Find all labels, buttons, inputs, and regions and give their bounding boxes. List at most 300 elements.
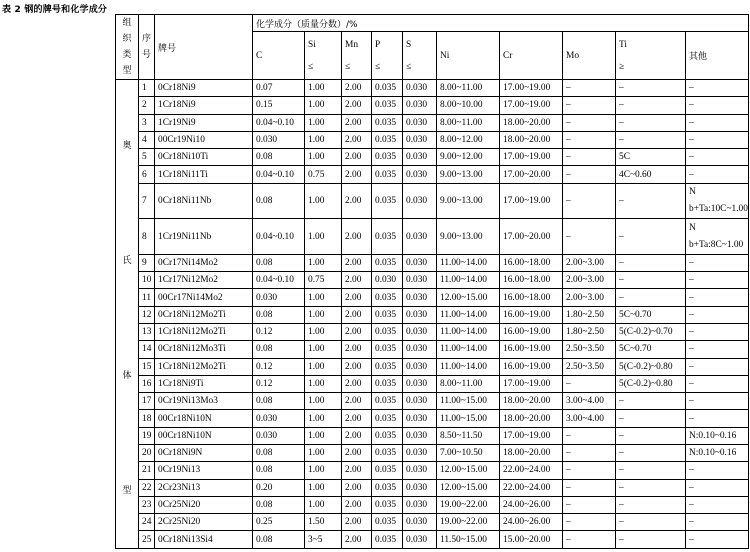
cell-index: 18 — [139, 410, 155, 427]
table-row — [116, 183, 749, 219]
cell-si: 0.75 — [305, 272, 342, 289]
cell-other: – — [686, 254, 749, 271]
cell-s: 0.030 — [403, 358, 437, 375]
header-mn — [342, 32, 372, 80]
cell-ni: 8.50~11.50 — [437, 427, 500, 444]
cell-other: – — [686, 462, 749, 479]
cell-ti: – — [616, 80, 686, 97]
cell-s: 0.030 — [403, 306, 437, 323]
table-row — [116, 427, 749, 444]
cell-index: 20 — [139, 444, 155, 461]
cell-mo: 3.00~4.00 — [563, 410, 616, 427]
cell-ni: 11.00~15.00 — [437, 410, 500, 427]
cell-ti: 5C — [616, 149, 686, 166]
cell-p: 0.035 — [372, 462, 403, 479]
header-s-symbol: S — [406, 39, 412, 50]
cell-c: 0.030 — [253, 410, 305, 427]
cell-index: 15 — [139, 358, 155, 375]
cell-mn: 2.00 — [342, 531, 372, 549]
header-ti-condition: ≥ — [619, 61, 625, 72]
table-row — [116, 393, 749, 410]
cell-ti: – — [616, 410, 686, 427]
cell-ni: 11.00~14.00 — [437, 272, 500, 289]
cell-grade: 0Cr19Ni13 — [155, 462, 253, 479]
cell-si: 1.00 — [305, 97, 342, 114]
cell-index: 2 — [139, 97, 155, 114]
cell-p: 0.035 — [372, 358, 403, 375]
cell-p: 0.035 — [372, 531, 403, 549]
cell-grade: 0Cr18Ni12Mo3Ti — [155, 341, 253, 358]
cell-other-line2: b+Ta:8C~1.00 — [689, 239, 744, 250]
cell-ti: – — [616, 254, 686, 271]
cell-c: 0.08 — [253, 183, 305, 219]
cell-index: 5 — [139, 149, 155, 166]
cell-cr: 16.00~19.00 — [500, 306, 563, 323]
cell-other: N:0.10~0.16 — [686, 427, 749, 444]
cell-mn: 2.00 — [342, 114, 372, 131]
cell-ni: 11.00~14.00 — [437, 324, 500, 341]
cell-cr: 16.00~18.00 — [500, 254, 563, 271]
table-row — [116, 80, 749, 97]
table-row — [116, 254, 749, 271]
cell-mn: 2.00 — [342, 183, 372, 219]
table-row — [116, 166, 749, 183]
cell-other: – — [686, 393, 749, 410]
header-si-symbol: Si — [308, 39, 316, 50]
cell-si: 1.00 — [305, 219, 342, 255]
cell-s: 0.030 — [403, 219, 437, 255]
cell-c: 0.07 — [253, 80, 305, 97]
cell-c: 0.08 — [253, 496, 305, 513]
cell-ti: 5(C-0.2)~0.80 — [616, 358, 686, 375]
header-mn-symbol: Mn — [345, 39, 359, 50]
cell-mo: – — [563, 479, 616, 496]
header-p-symbol: P — [375, 39, 381, 50]
cell-grade: 0Cr18Ni9N — [155, 444, 253, 461]
cell-p: 0.035 — [372, 183, 403, 219]
cell-s: 0.030 — [403, 289, 437, 306]
cell-cr: 22.00~24.00 — [500, 462, 563, 479]
cell-ni: 11.00~15.00 — [437, 393, 500, 410]
cell-cr: 17.00~19.00 — [500, 149, 563, 166]
cell-cr: 18.00~20.00 — [500, 393, 563, 410]
cell-index: 10 — [139, 272, 155, 289]
cell-c: 0.030 — [253, 289, 305, 306]
cell-ti: – — [616, 479, 686, 496]
cell-mn: 2.00 — [342, 324, 372, 341]
cell-cr: 17.00~19.00 — [500, 97, 563, 114]
cell-other: – — [686, 306, 749, 323]
table-row — [116, 114, 749, 131]
cell-s: 0.030 — [403, 166, 437, 183]
cell-mn: 2.00 — [342, 358, 372, 375]
cell-si: 1.00 — [305, 341, 342, 358]
table-row — [116, 219, 749, 255]
cell-index: 13 — [139, 324, 155, 341]
header-mn-condition: ≤ — [345, 61, 351, 72]
table-row — [116, 341, 749, 358]
cell-ni: 7.00~10.50 — [437, 444, 500, 461]
cell-mn: 2.00 — [342, 410, 372, 427]
cell-c: 0.08 — [253, 393, 305, 410]
cell-grade: 1Cr17Ni12Mo2 — [155, 272, 253, 289]
cell-c: 0.04~0.10 — [253, 114, 305, 131]
header-composition: 化学成分（质量分数）/% — [253, 15, 749, 32]
cell-mo: – — [563, 219, 616, 255]
cell-c: 0.030 — [253, 427, 305, 444]
cell-cr: 17.00~19.00 — [500, 375, 563, 392]
header-group-char: 类 — [122, 50, 132, 60]
cell-mn: 2.00 — [342, 254, 372, 271]
cell-s: 0.030 — [403, 531, 437, 549]
cell-mo: – — [563, 514, 616, 531]
cell-cr: 18.00~20.00 — [500, 131, 563, 148]
cell-other: – — [686, 514, 749, 531]
header-group-char: 织 — [122, 34, 132, 44]
cell-mn: 2.00 — [342, 444, 372, 461]
cell-ti: – — [616, 496, 686, 513]
cell-cr: 24.00~26.00 — [500, 496, 563, 513]
cell-mo: – — [563, 131, 616, 148]
cell-index: 14 — [139, 341, 155, 358]
cell-ni: 8.00~12.00 — [437, 131, 500, 148]
cell-ti: – — [616, 131, 686, 148]
cell-ti: – — [616, 114, 686, 131]
cell-s: 0.030 — [403, 479, 437, 496]
cell-s: 0.030 — [403, 410, 437, 427]
cell-mn: 2.00 — [342, 462, 372, 479]
cell-index: 1 — [139, 80, 155, 97]
cell-mo: – — [563, 444, 616, 461]
cell-p: 0.030 — [372, 272, 403, 289]
cell-ti: – — [616, 219, 686, 255]
cell-c: 0.08 — [253, 444, 305, 461]
cell-other: – — [686, 324, 749, 341]
cell-ni: 8.00~11.00 — [437, 80, 500, 97]
table-row — [116, 306, 749, 323]
cell-s: 0.030 — [403, 131, 437, 148]
cell-c: 0.15 — [253, 97, 305, 114]
cell-cr: 16.00~18.00 — [500, 272, 563, 289]
cell-mo: – — [563, 427, 616, 444]
cell-mn: 2.00 — [342, 496, 372, 513]
cell-index: 19 — [139, 427, 155, 444]
cell-other: – — [686, 272, 749, 289]
cell-ni: 11.00~14.00 — [437, 254, 500, 271]
cell-mo: 3.00~4.00 — [563, 393, 616, 410]
cell-ti: 5C~0.70 — [616, 306, 686, 323]
cell-grade: 00Cr18Ni10N — [155, 427, 253, 444]
cell-mn: 2.00 — [342, 219, 372, 255]
cell-mo: – — [563, 531, 616, 549]
table-caption: 表 2 钢的牌号和化学成分 — [2, 5, 108, 15]
header-index-char: 号 — [141, 50, 151, 60]
cell-cr: 18.00~20.00 — [500, 444, 563, 461]
cell-mn: 2.00 — [342, 393, 372, 410]
cell-grade: 1Cr18Ni9 — [155, 97, 253, 114]
cell-s: 0.030 — [403, 444, 437, 461]
cell-mn: 2.00 — [342, 97, 372, 114]
cell-s: 0.030 — [403, 393, 437, 410]
cell-si: 1.00 — [305, 410, 342, 427]
cell-mo: – — [563, 166, 616, 183]
cell-cr: 24.00~26.00 — [500, 514, 563, 531]
cell-p: 0.035 — [372, 393, 403, 410]
cell-other: – — [686, 131, 749, 148]
cell-si: 1.50 — [305, 514, 342, 531]
cell-index: 21 — [139, 462, 155, 479]
cell-grade: 0Cr25Ni20 — [155, 496, 253, 513]
header-si — [305, 32, 342, 80]
cell-ni: 9.00~13.00 — [437, 183, 500, 219]
cell-ni: 12.00~15.00 — [437, 479, 500, 496]
header-p — [372, 32, 403, 80]
cell-grade: 0Cr18Ni11Nb — [155, 183, 253, 219]
table-body — [116, 80, 749, 549]
cell-index: 4 — [139, 131, 155, 148]
header-cr: Cr — [500, 32, 563, 80]
group-label-char: 奥 — [122, 140, 132, 151]
cell-mo: – — [563, 97, 616, 114]
header-ni: Ni — [437, 32, 500, 80]
cell-si: 1.00 — [305, 289, 342, 306]
cell-mo: – — [563, 375, 616, 392]
cell-s: 0.030 — [403, 272, 437, 289]
cell-grade: 1Cr18Ni12Mo2Ti — [155, 358, 253, 375]
cell-cr: 17.00~20.00 — [500, 219, 563, 255]
cell-s: 0.030 — [403, 183, 437, 219]
cell-s: 0.030 — [403, 514, 437, 531]
table-row — [116, 444, 749, 461]
cell-grade: 2Cr25Ni20 — [155, 514, 253, 531]
cell-c: 0.25 — [253, 514, 305, 531]
cell-si: 1.00 — [305, 306, 342, 323]
cell-mo: 2.00~3.00 — [563, 272, 616, 289]
table-row — [116, 289, 749, 306]
header-c: C — [253, 32, 305, 80]
cell-cr: 17.00~19.00 — [500, 183, 563, 219]
cell-grade: 0Cr18Ni10Ti — [155, 149, 253, 166]
cell-other: – — [686, 496, 749, 513]
group-label-austenitic — [116, 80, 139, 549]
cell-si: 1.00 — [305, 427, 342, 444]
cell-c: 0.04~0.10 — [253, 219, 305, 255]
cell-other: N:0.10~0.16 — [686, 444, 749, 461]
cell-si: 1.00 — [305, 358, 342, 375]
cell-mn: 2.00 — [342, 149, 372, 166]
cell-c: 0.030 — [253, 131, 305, 148]
cell-index: 9 — [139, 254, 155, 271]
cell-cr: 18.00~20.00 — [500, 114, 563, 131]
header-ti — [616, 32, 686, 80]
cell-index: 25 — [139, 531, 155, 549]
cell-ti: – — [616, 272, 686, 289]
cell-p: 0.035 — [372, 80, 403, 97]
cell-p: 0.035 — [372, 149, 403, 166]
group-label-char: 氏 — [122, 255, 132, 266]
cell-c: 0.12 — [253, 375, 305, 392]
table-row — [116, 131, 749, 148]
group-label-char: 体 — [122, 370, 132, 381]
cell-other: – — [686, 166, 749, 183]
cell-cr: 22.00~24.00 — [500, 479, 563, 496]
cell-ni: 8.00~11.00 — [437, 375, 500, 392]
table-row — [116, 324, 749, 341]
cell-other: – — [686, 289, 749, 306]
cell-other: – — [686, 97, 749, 114]
header-ti-symbol: Ti — [619, 39, 628, 50]
header-index — [139, 15, 155, 80]
cell-cr: 16.00~18.00 — [500, 289, 563, 306]
cell-mn: 2.00 — [342, 166, 372, 183]
cell-ni: 19.00~22.00 — [437, 514, 500, 531]
cell-ti: 5(C-0.2)~0.70 — [616, 324, 686, 341]
table-row — [116, 272, 749, 289]
header-s-condition: ≤ — [406, 61, 412, 72]
cell-mn: 2.00 — [342, 306, 372, 323]
cell-mn: 2.00 — [342, 341, 372, 358]
cell-index: 16 — [139, 375, 155, 392]
cell-si: 1.00 — [305, 496, 342, 513]
header-group-char: 型 — [122, 66, 132, 76]
cell-ni: 8.00~10.00 — [437, 97, 500, 114]
cell-si: 1.00 — [305, 80, 342, 97]
cell-grade: 1Cr19Ni11Nb — [155, 219, 253, 255]
cell-ni: 9.00~12.00 — [437, 149, 500, 166]
cell-mn: 2.00 — [342, 514, 372, 531]
cell-c: 0.20 — [253, 479, 305, 496]
cell-mo: 2.00~3.00 — [563, 254, 616, 271]
cell-ni: 11.00~14.00 — [437, 306, 500, 323]
cell-mo: 2.00~3.00 — [563, 289, 616, 306]
cell-c: 0.04~0.10 — [253, 272, 305, 289]
cell-other: – — [686, 80, 749, 97]
cell-c: 0.08 — [253, 341, 305, 358]
cell-mo: 2.50~3.50 — [563, 358, 616, 375]
table-row — [116, 531, 749, 549]
cell-si: 1.00 — [305, 183, 342, 219]
cell-ni: 12.00~15.00 — [437, 289, 500, 306]
cell-grade: 0Cr18Ni9 — [155, 80, 253, 97]
cell-c: 0.12 — [253, 358, 305, 375]
table-row — [116, 514, 749, 531]
cell-index: 8 — [139, 219, 155, 255]
cell-p: 0.035 — [372, 324, 403, 341]
header-s — [403, 32, 437, 80]
cell-index: 22 — [139, 479, 155, 496]
cell-p: 0.035 — [372, 341, 403, 358]
cell-ti: – — [616, 444, 686, 461]
cell-mn: 2.00 — [342, 131, 372, 148]
cell-grade: 0Cr19Ni13Mo3 — [155, 393, 253, 410]
cell-s: 0.030 — [403, 114, 437, 131]
cell-ni: 8.00~11.00 — [437, 114, 500, 131]
table-row — [116, 149, 749, 166]
cell-cr: 17.00~20.00 — [500, 166, 563, 183]
cell-mn: 2.00 — [342, 479, 372, 496]
cell-mn: 2.00 — [342, 427, 372, 444]
cell-mn: 2.00 — [342, 272, 372, 289]
header-group — [116, 15, 139, 80]
cell-grade: 00Cr19Ni10 — [155, 131, 253, 148]
cell-grade: 0Cr18Ni12Mo2Ti — [155, 306, 253, 323]
cell-s: 0.030 — [403, 149, 437, 166]
cell-c: 0.12 — [253, 324, 305, 341]
header-grade: 牌号 — [155, 15, 253, 80]
cell-grade: 00Cr18Ni10N — [155, 410, 253, 427]
cell-si: 3~5 — [305, 531, 342, 549]
cell-grade: 1Cr18Ni9Ti — [155, 375, 253, 392]
cell-mo: 2.50~3.50 — [563, 341, 616, 358]
cell-c: 0.04~0.10 — [253, 166, 305, 183]
steel-composition-table — [115, 14, 749, 549]
cell-s: 0.030 — [403, 427, 437, 444]
cell-ti: 5(C-0.2)~0.80 — [616, 375, 686, 392]
cell-ni: 11.00~14.00 — [437, 358, 500, 375]
cell-ti: – — [616, 427, 686, 444]
cell-c: 0.08 — [253, 462, 305, 479]
cell-ti: – — [616, 514, 686, 531]
cell-mn: 2.00 — [342, 289, 372, 306]
cell-mo: – — [563, 114, 616, 131]
cell-mo: – — [563, 496, 616, 513]
cell-cr: 17.00~19.00 — [500, 427, 563, 444]
cell-other: – — [686, 114, 749, 131]
cell-other: – — [686, 149, 749, 166]
cell-s: 0.030 — [403, 462, 437, 479]
cell-si: 1.00 — [305, 479, 342, 496]
cell-p: 0.035 — [372, 514, 403, 531]
cell-ti: – — [616, 462, 686, 479]
cell-grade: 0Cr18Ni13Si4 — [155, 531, 253, 549]
cell-grade: 1Cr18Ni12Mo2Ti — [155, 324, 253, 341]
cell-si: 0.75 — [305, 166, 342, 183]
cell-p: 0.035 — [372, 427, 403, 444]
cell-mo: 1.80~2.50 — [563, 324, 616, 341]
cell-mn: 2.00 — [342, 375, 372, 392]
table-row — [116, 375, 749, 392]
cell-cr: 17.00~19.00 — [500, 80, 563, 97]
cell-index: 23 — [139, 496, 155, 513]
cell-other-line1: N — [689, 222, 696, 233]
cell-cr: 16.00~19.00 — [500, 358, 563, 375]
cell-ti: – — [616, 531, 686, 549]
cell-index: 3 — [139, 114, 155, 131]
cell-cr: 16.00~19.00 — [500, 324, 563, 341]
table-row — [116, 358, 749, 375]
table-row — [116, 479, 749, 496]
cell-other — [686, 219, 749, 255]
cell-other: – — [686, 358, 749, 375]
cell-index: 17 — [139, 393, 155, 410]
header-group-char: 组 — [122, 18, 132, 28]
cell-si: 1.00 — [305, 254, 342, 271]
cell-ti: – — [616, 393, 686, 410]
cell-mn: 2.00 — [342, 80, 372, 97]
cell-grade: 1Cr19Ni9 — [155, 114, 253, 131]
cell-other-line2: b+Ta:10C~1.00 — [689, 203, 748, 214]
cell-si: 1.00 — [305, 149, 342, 166]
cell-p: 0.035 — [372, 219, 403, 255]
cell-si: 1.00 — [305, 131, 342, 148]
cell-c: 0.08 — [253, 531, 305, 549]
cell-s: 0.030 — [403, 341, 437, 358]
header-p-condition: ≤ — [375, 61, 381, 72]
cell-grade: 0Cr17Ni14Mo2 — [155, 254, 253, 271]
table-row — [116, 410, 749, 427]
cell-index: 12 — [139, 306, 155, 323]
cell-si: 1.00 — [305, 393, 342, 410]
